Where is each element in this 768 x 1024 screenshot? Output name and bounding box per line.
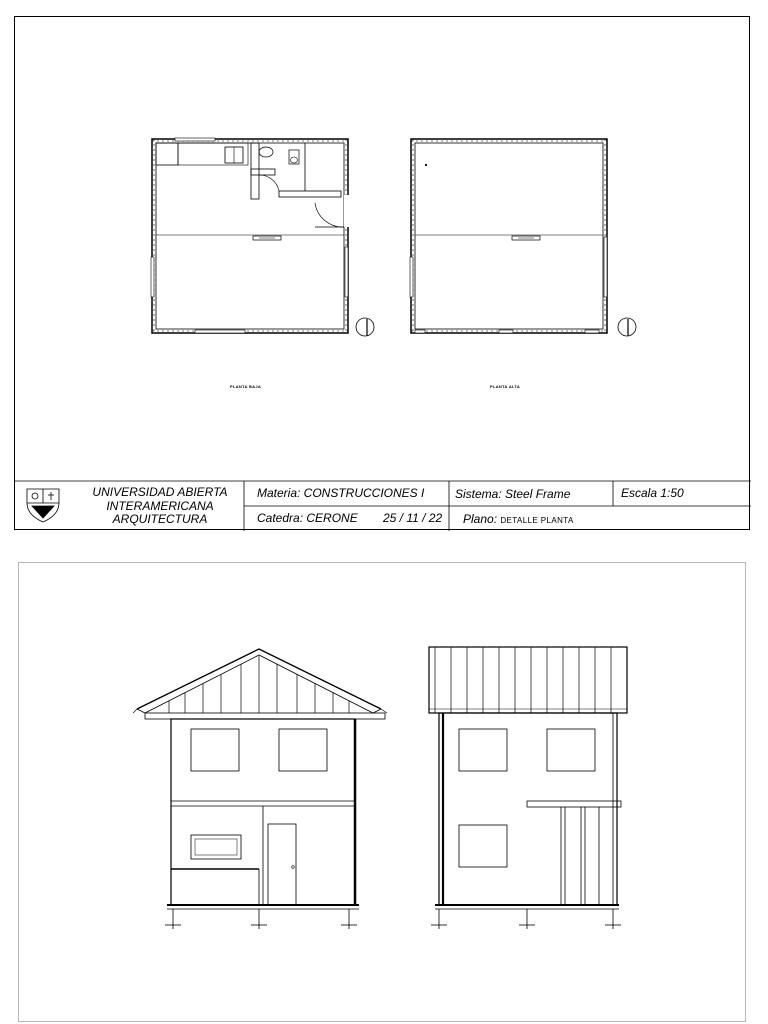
university-line-3: ARQUITECTURA: [112, 512, 208, 526]
ground-floor-plan: [151, 138, 374, 336]
side-elevation: [429, 647, 627, 929]
plans-drawing: [15, 17, 751, 531]
front-elevation: [133, 649, 387, 929]
sistema-field: Sistema: Steel Frame: [455, 487, 571, 501]
date-field: 25 / 11 / 22: [383, 511, 443, 525]
plano-value: DETALLE PLANTA: [500, 516, 574, 525]
upper-floor-label: PLANTA ALTA: [490, 384, 521, 389]
ground-floor-label: PLANTA BAJA: [230, 384, 262, 389]
materia-field: Materia: CONSTRUCCIONES I: [257, 486, 425, 500]
elevation-sheet: [18, 562, 746, 1022]
escala-field: Escala 1:50: [621, 486, 684, 500]
plano-label: Plano:: [463, 512, 498, 526]
plan-sheet: [14, 16, 750, 530]
elevations-drawing: [19, 563, 747, 1023]
university-logo: [27, 489, 59, 522]
plano-field: [463, 513, 574, 525]
catedra-field: Catedra: CERONE: [257, 511, 358, 525]
upper-floor-plan: [410, 139, 636, 336]
university-line-1: UNIVERSIDAD ABIERTA: [92, 485, 228, 499]
university-line-2: INTERAMERICANA: [106, 499, 214, 513]
